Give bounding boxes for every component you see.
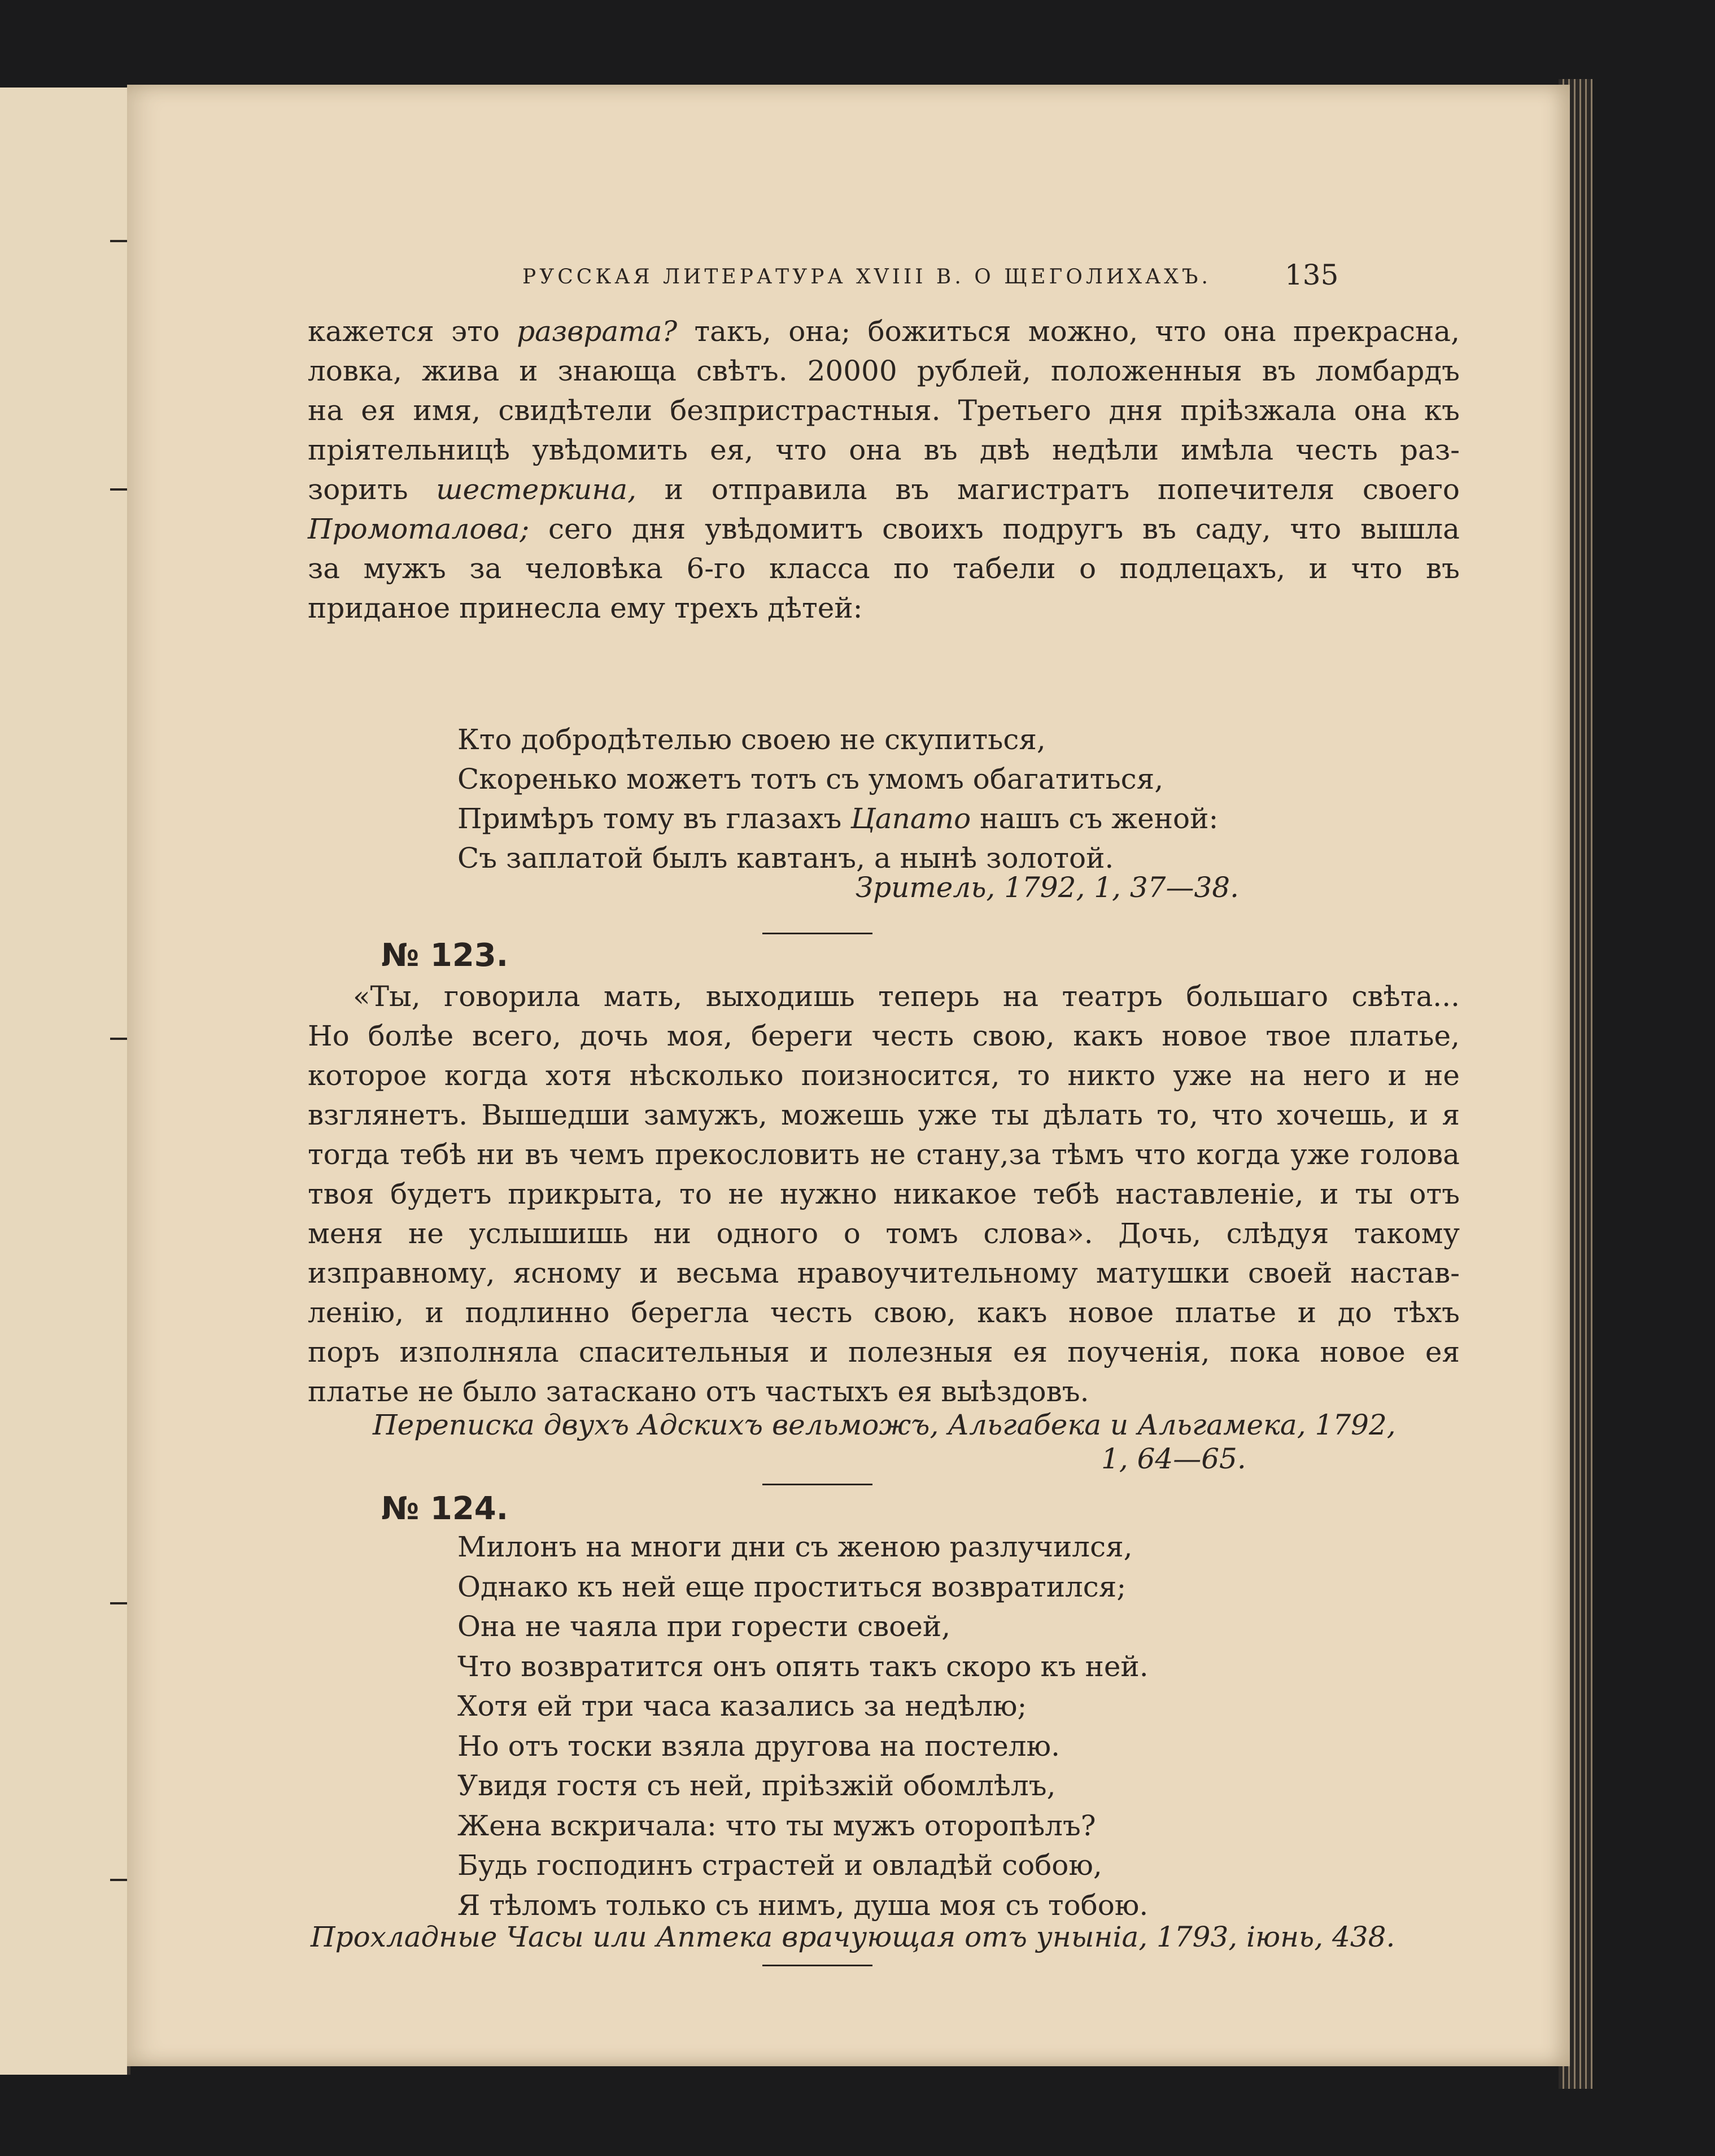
prose-line: твоя будетъ прикрыта, то не нужно никакое тебѣ наставленіе, и ты отъ <box>308 1178 1460 1210</box>
italic-name: Цапато <box>850 802 971 835</box>
prose-line <box>308 312 1460 351</box>
section-rule <box>762 1484 872 1485</box>
prose-line <box>308 351 1460 391</box>
verse-line: Съ заплатой былъ кавтанъ, а нынѣ золотой. <box>457 842 1114 874</box>
book-page <box>127 85 1570 2066</box>
prose-line <box>308 588 1460 628</box>
verse-line: Но отъ тоски взяла другова на постелю. <box>457 1729 1060 1763</box>
verse-line: Однако къ ней еще проститься возвратился; <box>457 1570 1127 1603</box>
prose-line <box>308 391 1460 430</box>
verse-line: Будь господинъ страстей и овладѣй собою, <box>457 1849 1102 1882</box>
text-run: приданое принесла ему трехъ дѣтей: <box>308 592 863 624</box>
section-rule <box>762 1965 872 1966</box>
verse-line: Кто добродѣтелью своею не скупиться, <box>457 723 1046 756</box>
text-run: и отправила въ магистратъ попечителя своего <box>636 473 1460 506</box>
text-run: за мужъ за человѣка 6-го класса по табели о подлецахъ, и что въ <box>308 552 1460 585</box>
text-run: сего дня увѣдомитъ своихъ подругъ въ саду, что вышла <box>529 513 1460 545</box>
entry-123-text <box>308 977 1460 1411</box>
verse-block-124 <box>457 1527 1361 1925</box>
prose-line <box>308 549 1460 588</box>
prose-line: тогда тебѣ ни въ чемъ прекословить не стану,за тѣмъ что когда уже голова <box>308 1138 1460 1171</box>
prose-line <box>308 470 1460 509</box>
prose-line: меня не услышишь ни одного о томъ слова». Дочь, слѣдуя такому <box>308 1217 1460 1250</box>
citation-124: Прохладные Часы или Аптека врачующая отъ уныніа, 1793, іюнь, 438. <box>311 1921 1395 1953</box>
text-run: пріятельницѣ увѣдомить ея, что она въ двѣ недѣли имѣла честь раз- <box>308 434 1460 466</box>
text-run: такъ, она; божиться можно, что она прекрасна, <box>677 315 1460 348</box>
running-title: РУССКАЯ ЛИТЕРАТУРА XVIII В. О ЩЕГОЛИХАХЪ. <box>522 265 1211 288</box>
prose-line <box>308 509 1460 549</box>
prose-line: «Ты, говорила мать, выходишь теперь на театръ большаго свѣта... <box>353 980 1460 1013</box>
prose-line: которое когда хотя нѣсколько поизносится, то никто уже на него и не <box>308 1059 1460 1092</box>
verse-block-1 <box>457 720 1361 878</box>
verse-line: Милонъ на многи дни съ женою разлучился, <box>457 1530 1133 1563</box>
prose-line: изправному, ясному и весьма нравоучительному матушки своей настав- <box>308 1257 1460 1289</box>
italic-term: Промоталова; <box>308 513 530 545</box>
citation-123-line2: 1, 64—65. <box>1101 1442 1246 1475</box>
verse-line: Что возвратится онъ опять такъ скоро къ ней. <box>457 1650 1149 1683</box>
verse-line: Она не чаяла при горести своей, <box>457 1610 951 1643</box>
text-run: ловка, жива и знающа свѣтъ. 20000 рублей, положенныя въ ломбардъ <box>308 355 1460 387</box>
verse-line: Жена вскричала: что ты мужъ оторопѣлъ? <box>457 1809 1096 1842</box>
italic-term: разврата? <box>517 315 678 348</box>
prose-line: ленію, и подлинно берегла честь свою, какъ новое платье и до тѣхъ <box>308 1296 1460 1329</box>
prose-line <box>308 430 1460 470</box>
entry-heading-124: № 124. <box>381 1490 509 1527</box>
prose-line: поръ изполняла спасительныя и полезныя ея поученія, пока новое ея <box>308 1336 1460 1368</box>
verse-line: Я тѣломъ только съ нимъ, душа моя съ тобою. <box>457 1888 1149 1922</box>
prose-line: взглянетъ. Вышедши замужъ, можешь уже ты дѣлать то, что хочешь, и я <box>308 1099 1460 1131</box>
text-run: на ея имя, свидѣтели безпристрастныя. Третьего дня пріѣзжала она къ <box>308 394 1460 427</box>
entry-heading-123: № 123. <box>381 937 509 974</box>
intro-paragraph <box>308 312 1460 628</box>
left-page-edge <box>0 88 130 2075</box>
verse-line: Хотя ей три часа казались за недѣлю; <box>457 1690 1027 1722</box>
section-rule <box>762 933 872 934</box>
citation-1: Зритель, 1792, 1, 37—38. <box>856 871 1239 904</box>
prose-line: Но болѣе всего, дочь моя, береги честь свою, какъ новое твое платье, <box>308 1020 1460 1052</box>
text-run: кажется это <box>308 315 517 348</box>
citation-123-line1: Переписка двухъ Адскихъ вельможъ, Альгабека и Альгамека, 1792, <box>373 1409 1396 1441</box>
verse-line: Увидя гостя съ ней, пріѣзжій обомлѣлъ, <box>457 1769 1056 1802</box>
verse-line: Примѣръ тому въ глазахъ Цапато нашъ съ женой: <box>457 802 1219 835</box>
text-run: зорить <box>308 473 437 506</box>
italic-term: шестеркина, <box>436 473 636 506</box>
verse-line: Скоренько можетъ тотъ съ умомъ обагатиться, <box>457 763 1164 795</box>
page-number: 135 <box>1285 259 1339 291</box>
prose-line: платье не было затаскано отъ частыхъ ея выѣздовъ. <box>308 1375 1089 1408</box>
